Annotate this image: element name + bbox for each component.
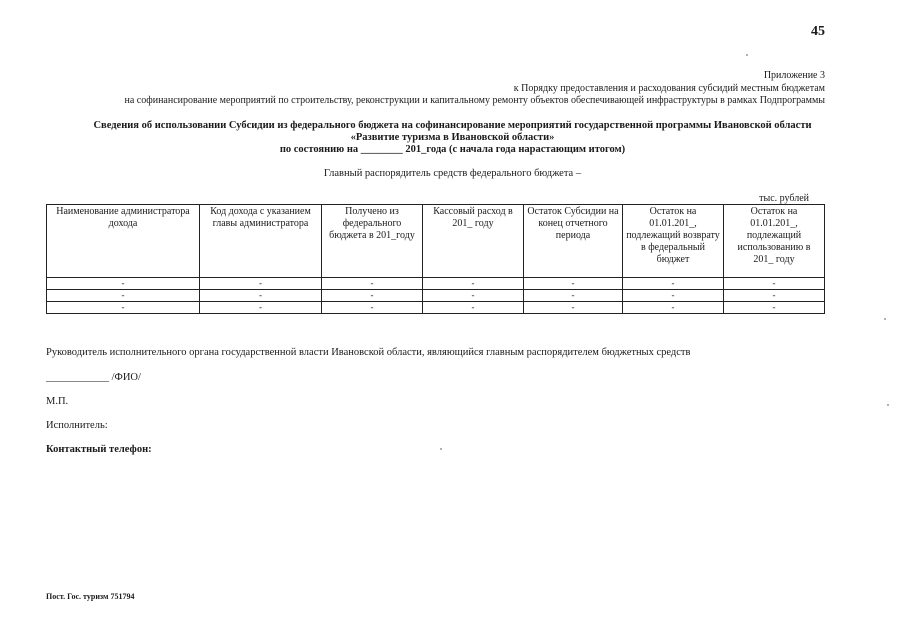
table-row <box>47 302 825 314</box>
table-cell: - <box>322 278 423 290</box>
report-title-line-2: «Развитие туризма в Ивановской области» <box>350 132 555 143</box>
table-cell: - <box>47 278 200 290</box>
column-header: Получено из федерального бюджета в 201_году <box>322 205 423 278</box>
header-line-2: на софинансирование мероприятий по строительству, реконструкции и капитальному ремонту объектов обеспечивающей инфраструктуры в рамках Подпрограммы <box>124 95 825 106</box>
table-cell: - <box>423 278 524 290</box>
table-cell: - <box>200 302 322 314</box>
column-header: Наименование администратора дохода <box>47 205 200 278</box>
scan-speck <box>440 448 442 450</box>
table-cell: - <box>47 290 200 302</box>
table-cell: - <box>47 302 200 314</box>
table-cell: - <box>524 290 623 302</box>
table-cell: - <box>322 302 423 314</box>
scan-speck <box>884 318 886 320</box>
stamp-label: М.П. <box>46 396 69 407</box>
page-number: 45 <box>811 24 825 39</box>
head-signature-text: Руководитель исполнительного органа государственной власти Ивановской области, являющийся главным распорядителем бюджетных средств <box>46 347 691 358</box>
table-cell: - <box>200 290 322 302</box>
table-cell: - <box>423 290 524 302</box>
scan-speck <box>746 54 748 56</box>
units-label: тыс. рублей <box>759 193 809 204</box>
table-cell: - <box>623 278 724 290</box>
table-cell: - <box>200 278 322 290</box>
report-title-line-1: Сведения об использовании Субсидии из федерального бюджета на софинансирование мероприятий государственной программы Ивановской области <box>93 120 812 131</box>
table-row <box>47 290 825 302</box>
column-header: Код дохода с указанием главы администратора <box>200 205 322 278</box>
executor-label: Исполнитель: <box>46 420 108 431</box>
table-cell: - <box>724 290 825 302</box>
table-cell: - <box>623 290 724 302</box>
column-header: Кассовый расход в 201_ году <box>423 205 524 278</box>
fio-signature-line: ____________ /ФИО/ <box>46 372 141 383</box>
table-cell: - <box>322 290 423 302</box>
table-cell: - <box>423 302 524 314</box>
table-cell: - <box>623 302 724 314</box>
appendix-label: Приложение 3 <box>763 70 825 81</box>
column-header: Остаток на 01.01.201_, подлежащий возврату в федеральный бюджет <box>623 205 724 278</box>
contact-phone-label: Контактный телефон: <box>46 444 152 455</box>
table-cell: - <box>524 302 623 314</box>
scan-speck <box>887 404 889 406</box>
table-cell: - <box>724 302 825 314</box>
budget-manager-line: Главный распорядитель средств федерального бюджета – <box>323 168 582 179</box>
table-header-row <box>47 205 825 278</box>
table-cell: - <box>524 278 623 290</box>
document-footer: Пост. Гос. туризм 751794 <box>46 592 135 601</box>
report-title-line-3: по состоянию на ________ 201_года (с начала года нарастающим итогом) <box>279 144 626 155</box>
table-cell: - <box>724 278 825 290</box>
column-header: Остаток на 01.01.201_, подлежащий использованию в 201_ году <box>724 205 825 278</box>
header-line-1: к Порядку предоставления и расходования субсидий местным бюджетам <box>513 83 825 94</box>
subsidy-table <box>46 204 825 314</box>
table-row <box>47 278 825 290</box>
column-header: Остаток Субсидии на конец отчетного периода <box>524 205 623 278</box>
